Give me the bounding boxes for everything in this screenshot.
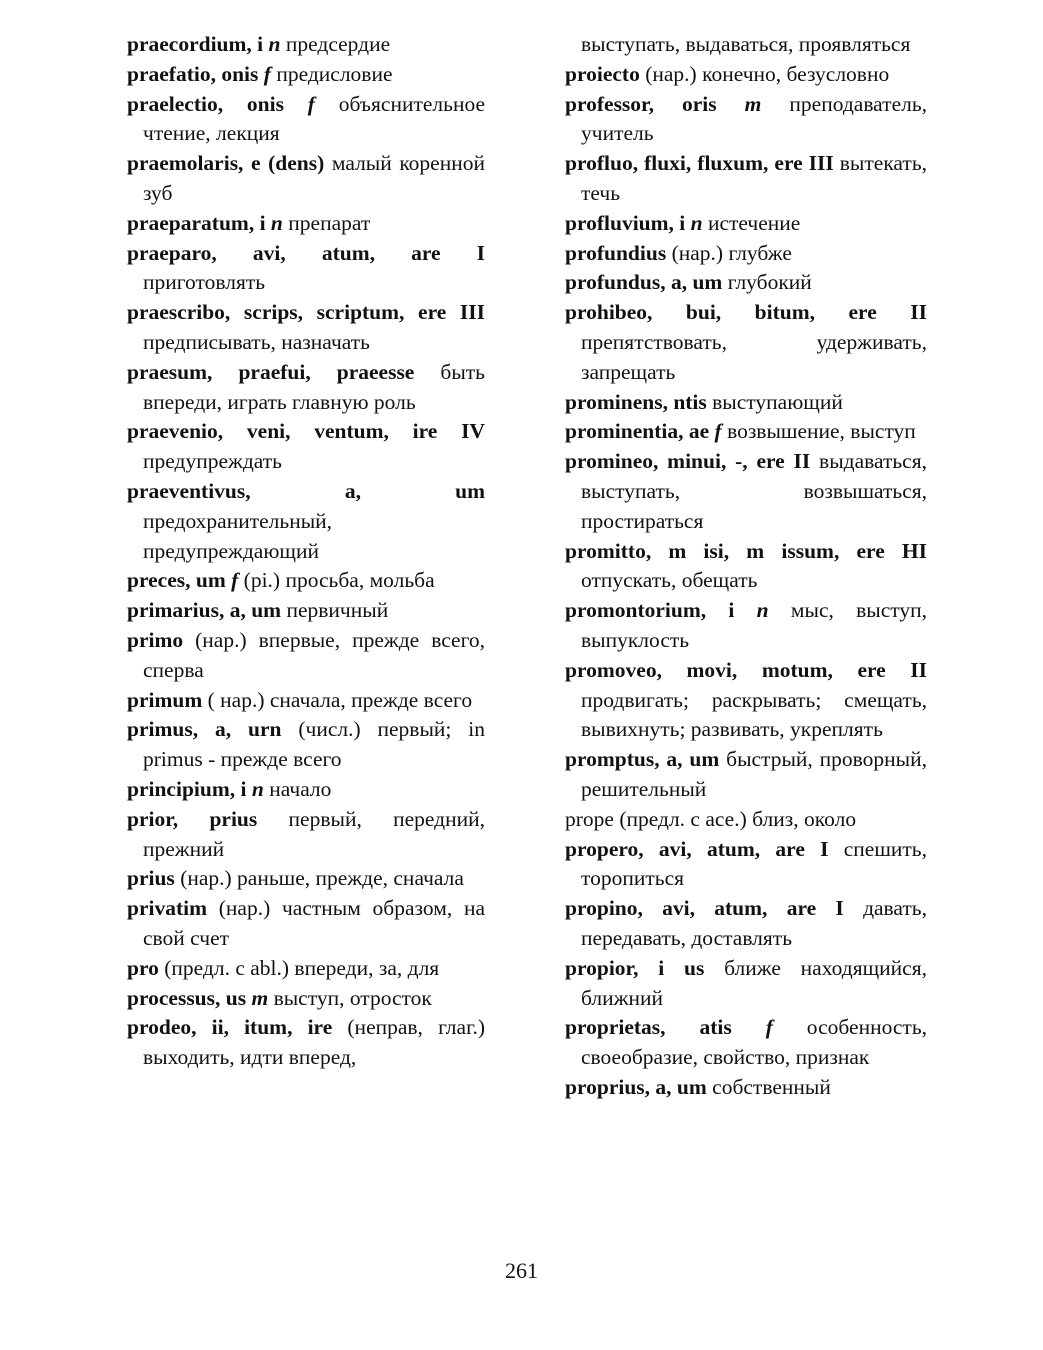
dictionary-entry	[565, 60, 927, 90]
headword: primum	[127, 687, 203, 712]
page-number: 261	[505, 1258, 538, 1283]
dictionary-entry	[127, 805, 485, 865]
headword: propino, avi, atum, are I	[565, 896, 844, 921]
dictionary-entry	[565, 894, 927, 954]
gender-mark: n	[756, 598, 769, 623]
definition: продвигать; раскрывать; смещать, вывихнуть; развивать, укреплять	[581, 687, 927, 742]
definition: выступающий	[706, 389, 843, 414]
dictionary-entry	[565, 30, 927, 60]
dictionary-entry	[127, 1013, 485, 1073]
definition: быть впереди, играть главную роль	[143, 359, 485, 414]
headword: principium, i	[127, 776, 247, 801]
definition: особенность, своеобразие, свойство, признак	[581, 1015, 927, 1070]
definition: предупреждать	[143, 449, 282, 474]
gender-mark: n	[251, 776, 264, 801]
dictionary-entry	[565, 954, 927, 1014]
gender-mark: f	[307, 91, 315, 116]
definition: предохранительный, предупреждающий	[143, 508, 333, 563]
gender-mark: f	[714, 419, 722, 444]
definition: предсердие	[280, 32, 391, 56]
headword: primo	[127, 627, 184, 652]
headword: profundus, a, um	[565, 270, 723, 295]
definition: возвышение, выступ	[721, 419, 916, 444]
headword: proprius, a, um	[565, 1074, 707, 1099]
definition: ближе находящийся, ближний	[581, 955, 927, 1010]
definition: отпускать, обещать	[581, 568, 758, 593]
dictionary-entry	[127, 239, 485, 299]
headword: processus, us	[127, 985, 247, 1010]
dictionary-entry	[127, 566, 485, 596]
gender-mark: m	[251, 985, 269, 1010]
dictionary-entry	[127, 984, 485, 1014]
dictionary-entry	[565, 1013, 927, 1073]
headword: praefatio, onis	[127, 61, 259, 86]
dictionary-entry	[127, 149, 485, 209]
gender-mark: f	[263, 61, 271, 86]
definition: мыс, выступ, выпуклость	[581, 598, 927, 652]
definition: препарат	[282, 210, 371, 235]
dictionary-entry	[127, 626, 485, 686]
definition: первый, передний, прежний	[143, 806, 486, 861]
headword: praeparo, avi, atum, are I	[127, 240, 485, 265]
headword: proiecto	[565, 61, 640, 86]
headword: profluvium, i	[565, 210, 686, 235]
dictionary-entry	[565, 209, 927, 239]
gender-mark: n	[270, 210, 283, 235]
dictionary-entry	[127, 715, 485, 775]
dictionary-entry	[127, 596, 485, 626]
gender-mark: m	[744, 91, 762, 116]
definition: (pi.) просьба, мольба	[238, 568, 435, 593]
dictionary-entry	[127, 894, 485, 954]
definition: первичный	[281, 598, 389, 623]
headword: prominentia, ae	[565, 419, 710, 444]
headword: proprietas, atis	[565, 1015, 732, 1040]
headword: profundius	[565, 240, 667, 265]
dictionary-entry	[565, 745, 927, 805]
definition: истечение	[702, 210, 801, 235]
definition: малый коренной зуб	[143, 151, 485, 205]
definition: вытекать, течь	[581, 151, 927, 205]
dictionary-entry	[565, 268, 927, 298]
definition: приготовлять	[143, 270, 266, 295]
definition: (нар.) впервые, прежде всего, сперва	[143, 627, 485, 682]
dictionary-entry	[127, 209, 485, 239]
definition: собственный	[706, 1074, 831, 1099]
gender-mark: f	[765, 1015, 773, 1040]
definition: выступ, отросток	[268, 985, 432, 1010]
headword: praescribo, scrips, scriptum, ere III	[127, 300, 485, 325]
headword: preces, um	[127, 568, 226, 593]
definition: предисловие	[270, 61, 393, 86]
headword: propior, i us	[565, 955, 705, 980]
definition: предписывать, назначать	[143, 329, 370, 354]
right-column	[565, 30, 927, 1103]
definition: ( нар.) сначала, прежде всего	[202, 687, 473, 712]
headword: praeventivus, a, um	[127, 478, 485, 503]
definition: prope (предл. с асе.) близ, около	[565, 806, 857, 831]
dictionary-entry	[565, 298, 927, 387]
dictionary-entry	[565, 596, 927, 656]
headword: profluo, fluxi, fluxum, ere III	[565, 151, 834, 176]
gender-mark: f	[231, 568, 239, 593]
dictionary-entry	[127, 864, 485, 894]
dictionary-entry	[127, 417, 485, 477]
dictionary-entry	[127, 60, 485, 90]
definition: начало	[263, 776, 332, 801]
headword: praeparatum, i	[127, 210, 266, 235]
dictionary-entry	[565, 417, 927, 447]
headword: praelectio, onis	[127, 91, 284, 116]
left-column	[127, 30, 485, 1073]
headword: professor, oris	[565, 91, 717, 116]
dictionary-entry	[565, 149, 927, 209]
definition: быстрый, проворный, решительный	[581, 747, 927, 801]
headword: prominens, ntis	[565, 389, 707, 414]
dictionary-entry	[565, 388, 927, 418]
dictionary-entry	[565, 656, 927, 745]
dictionary-entry	[565, 447, 927, 536]
definition: давать, передавать, доставлять	[581, 896, 927, 950]
dictionary-entry	[565, 805, 927, 835]
definition: преподаватель, учитель	[581, 91, 928, 146]
definition: (нар.) раньше, прежде, сначала	[174, 866, 464, 891]
definition: выступать, выдаваться, проявляться	[581, 32, 911, 56]
dictionary-entry	[127, 477, 485, 566]
dictionary-entry	[127, 954, 485, 984]
definition: (нар.) глубже	[666, 240, 792, 265]
headword: promoveo, movi, motum, ere II	[565, 657, 927, 682]
dictionary-entry	[565, 537, 927, 597]
dictionary-entry	[127, 775, 485, 805]
headword: pro	[127, 955, 159, 980]
dictionary-entry	[127, 30, 485, 60]
dictionary-entry	[127, 90, 485, 150]
headword: praecordium, i	[127, 32, 264, 56]
definition: (нар.) конечно, безусловно	[639, 61, 890, 86]
dictionary-entry	[565, 1073, 927, 1103]
headword: primarius, a, um	[127, 598, 282, 623]
dictionary-entry	[565, 90, 927, 150]
headword: privatim	[127, 896, 208, 921]
definition: выдаваться, выступать, возвышаться, простираться	[581, 449, 927, 533]
definition: (числ.) первый; in primus - прежде всего	[143, 717, 485, 772]
headword: propero, avi, atum, are I	[565, 836, 829, 861]
headword: prohibeo, bui, bitum, ere II	[565, 300, 927, 325]
definition: (нар.) частным образом, на свой счет	[143, 896, 485, 950]
definition: (предл. с abl.) впереди, за, для	[158, 955, 440, 980]
headword: primus, a, urn	[127, 717, 282, 742]
definition: спешить, торопиться	[581, 836, 927, 891]
gender-mark: n	[690, 210, 703, 235]
dictionary-entry	[565, 239, 927, 269]
headword: praemolaris, e (dens)	[127, 151, 325, 176]
definition: объяснительное чтение, лекция	[143, 91, 486, 146]
headword: promineo, minui, -, ere II	[565, 449, 811, 474]
dictionary-entry	[127, 298, 485, 358]
headword: praevenio, veni, ventum, ire IV	[127, 419, 485, 444]
headword: prodeo, ii, itum, ire	[127, 1015, 333, 1040]
headword: promitto, m isi, m issum, ere HI	[565, 538, 927, 563]
headword: promontorium, i	[565, 598, 735, 623]
definition: препятствовать, удерживать, запрещать	[581, 329, 927, 384]
gender-mark: n	[268, 32, 281, 56]
dictionary-entry	[127, 358, 485, 418]
headword: prior, prius	[127, 806, 258, 831]
headword: praesum, praefui, praeesse	[127, 359, 415, 384]
dictionary-entry	[565, 835, 927, 895]
headword: promptus, a, um	[565, 747, 720, 772]
definition: (неправ, глаг.) выходить, идти вперед,	[143, 1015, 485, 1070]
dictionary-entry	[127, 686, 485, 716]
definition: глубокий	[722, 270, 812, 295]
headword: prius	[127, 866, 175, 891]
